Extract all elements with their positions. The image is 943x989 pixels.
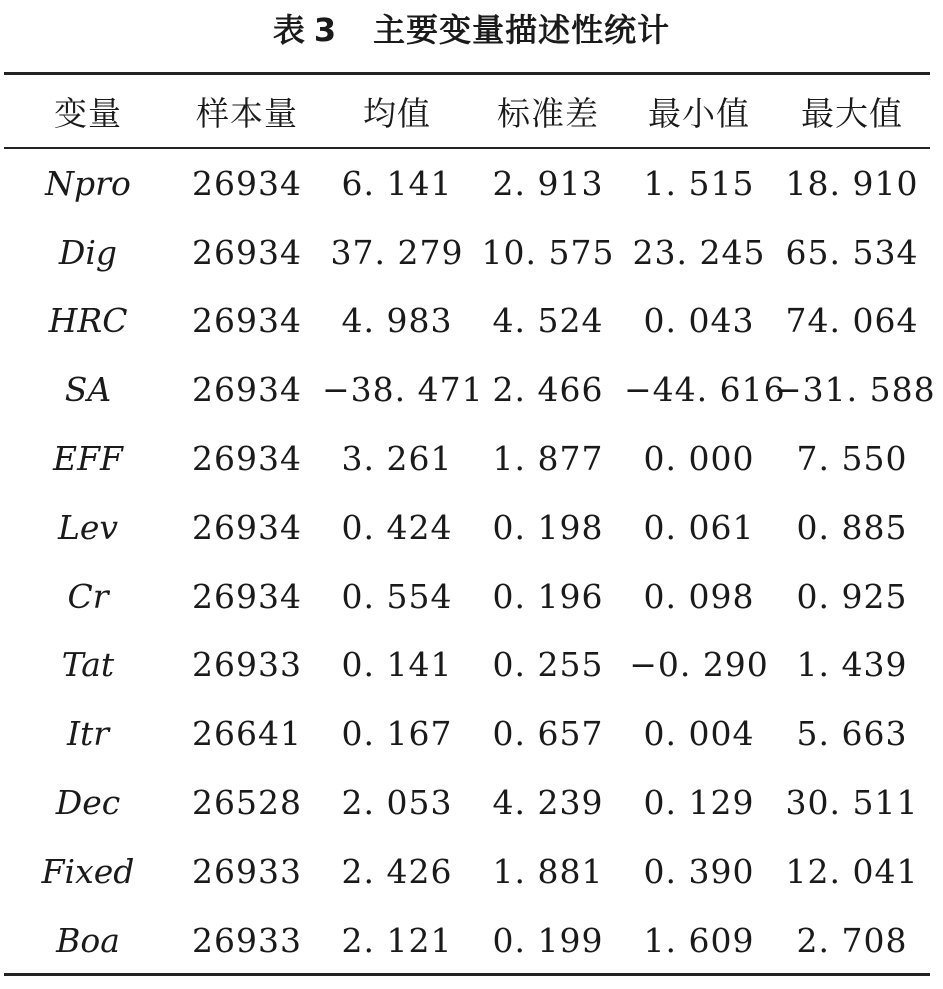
cell-sample-size: 26934 [192, 163, 302, 203]
cell-variable: HRC [48, 301, 128, 341]
table-row [4, 218, 930, 287]
cell-variable: Fixed [41, 851, 135, 891]
cell-max: 65. 534 [785, 232, 919, 272]
cell-max: 18. 910 [785, 163, 919, 203]
cell-min: 0. 129 [643, 783, 755, 823]
bottom-rule [4, 973, 930, 976]
cell-max: 2. 708 [796, 920, 908, 960]
cell-std-dev: 0. 657 [492, 714, 604, 754]
column-header-variable: 变量 [54, 93, 122, 133]
table-header [4, 75, 930, 147]
cell-sample-size: 26934 [192, 370, 302, 410]
table-row [4, 493, 930, 562]
cell-mean: 6. 141 [341, 163, 453, 203]
cell-min: 0. 004 [643, 714, 755, 754]
cell-sample-size: 26934 [192, 301, 302, 341]
cell-std-dev: 10. 575 [481, 232, 615, 272]
table-row [4, 424, 930, 493]
table-title [0, 6, 943, 54]
table-row [4, 149, 930, 218]
cell-std-dev: 0. 198 [492, 507, 604, 547]
cell-min: 1. 515 [643, 163, 755, 203]
cell-max: 12. 041 [785, 851, 919, 891]
table-row [4, 699, 930, 768]
cell-max: 5. 663 [796, 714, 908, 754]
cell-std-dev: 1. 877 [492, 439, 604, 479]
cell-std-dev: 0. 199 [492, 920, 604, 960]
cell-max: 0. 925 [796, 576, 908, 616]
cell-min: 0. 043 [643, 301, 755, 341]
table-row [4, 631, 930, 700]
cell-min: 0. 000 [643, 439, 755, 479]
table-row [4, 562, 930, 631]
table-row [4, 355, 930, 424]
table-title-number: 3 [313, 11, 338, 49]
cell-mean: 0. 554 [341, 576, 453, 616]
cell-std-dev: 4. 239 [492, 783, 604, 823]
cell-variable: Itr [66, 714, 110, 754]
cell-std-dev: 2. 913 [492, 163, 604, 203]
cell-mean: 4. 983 [341, 301, 453, 341]
column-header-mean: 均值 [363, 93, 431, 133]
column-header-std-dev: 标准差 [497, 93, 599, 133]
cell-min: −44. 616 [624, 370, 786, 410]
column-header-min: 最小值 [648, 93, 750, 133]
cell-sample-size: 26934 [192, 439, 302, 479]
cell-max: 74. 064 [785, 301, 919, 341]
cell-variable: SA [64, 370, 112, 410]
cell-std-dev: 2. 466 [492, 370, 604, 410]
cell-variable: Tat [61, 645, 115, 685]
table-rows [4, 149, 936, 975]
cell-sample-size: 26933 [192, 920, 302, 960]
cell-max: 30. 511 [785, 783, 919, 823]
cell-mean: 2. 426 [341, 851, 453, 891]
table-row [4, 768, 930, 837]
cell-variable: Dec [55, 783, 121, 823]
cell-sample-size: 26641 [192, 714, 302, 754]
cell-min: 0. 098 [643, 576, 755, 616]
cell-sample-size: 26934 [192, 507, 302, 547]
cell-min: 1. 609 [643, 920, 755, 960]
table-title-text: 主要变量描述性统计 [373, 11, 671, 49]
table-title-prefix: 表 [272, 11, 306, 49]
table-row [4, 287, 930, 356]
cell-std-dev: 4. 524 [492, 301, 604, 341]
cell-std-dev: 0. 196 [492, 576, 604, 616]
cell-min: 0. 390 [643, 851, 755, 891]
header-row [4, 75, 930, 147]
cell-variable: EFF [53, 439, 123, 479]
cell-mean: 37. 279 [330, 232, 464, 272]
cell-sample-size: 26933 [192, 851, 302, 891]
cell-mean: 2. 053 [341, 783, 453, 823]
cell-mean: −38. 471 [322, 370, 484, 410]
cell-max: 7. 550 [796, 439, 908, 479]
cell-max: −31. 588 [774, 370, 936, 410]
cell-mean: 0. 167 [341, 714, 453, 754]
table-row [4, 906, 930, 975]
cell-mean: 3. 261 [341, 439, 453, 479]
cell-variable: Cr [67, 576, 109, 616]
cell-min: −0. 290 [629, 645, 769, 685]
cell-min: 23. 245 [632, 232, 766, 272]
table-body [4, 149, 936, 975]
cell-variable: Dig [58, 232, 118, 272]
cell-sample-size: 26934 [192, 576, 302, 616]
cell-variable: Npro [45, 163, 131, 203]
cell-max: 1. 439 [796, 645, 908, 685]
column-header-max: 最大值 [801, 93, 903, 133]
cell-std-dev: 1. 881 [492, 851, 604, 891]
cell-sample-size: 26933 [192, 645, 302, 685]
table-row [4, 837, 930, 906]
cell-sample-size: 26528 [192, 783, 302, 823]
cell-mean: 2. 121 [341, 920, 453, 960]
column-header-sample-size: 样本量 [196, 93, 298, 133]
cell-min: 0. 061 [643, 507, 755, 547]
cell-max: 0. 885 [796, 507, 908, 547]
cell-mean: 0. 424 [341, 507, 453, 547]
cell-std-dev: 0. 255 [492, 645, 604, 685]
cell-mean: 0. 141 [341, 645, 453, 685]
cell-variable: Boa [56, 920, 120, 960]
cell-variable: Lev [57, 507, 119, 547]
cell-sample-size: 26934 [192, 232, 302, 272]
